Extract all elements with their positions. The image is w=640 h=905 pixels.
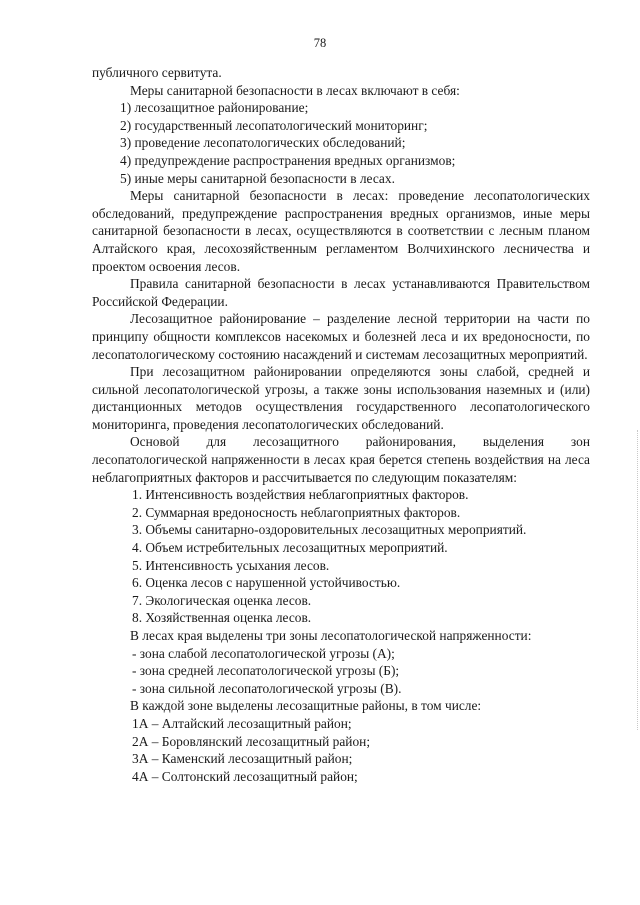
paragraph-zoning-zones: При лесозащитном районировании определяются зоны слабой, средней и сильной лесопатологической угрозы, а также зоны использования наземных и (или) дистанционных методов осуществления государственного лесопатологического мониторинга, проведения лесопатологических обследований. <box>92 364 590 432</box>
paragraph-measures-intro: Меры санитарной безопасности в лесах включают в себя: <box>130 82 460 98</box>
paragraph-measures-implementation: Меры санитарной безопасности в лесах: проведение лесопатологических обследований, предупреждение распространения вредных организмов, иные меры санитарной безопасности в лесах, осуществляются в соответствии с лесным планом Алтайского края, лесохозяйственным регламентом Волчихинского лесничества и проектом освоения лесов. <box>92 188 590 274</box>
list-item: - зона сильной лесопатологической угрозы (В). <box>132 680 402 696</box>
zones-list <box>92 645 590 698</box>
indicators-list <box>92 486 590 627</box>
list-item: 4А – Солтонский лесозащитный район; <box>132 768 358 784</box>
list-item: 4) предупреждение распространения вредных организмов; <box>120 152 456 168</box>
sanitary-measures-list <box>92 99 590 187</box>
list-item: - зона слабой лесопатологической угрозы (А); <box>132 645 395 661</box>
document-body <box>92 64 590 785</box>
list-item: 8. Хозяйственная оценка лесов. <box>132 610 312 626</box>
list-item: 1А – Алтайский лесозащитный район; <box>132 715 352 731</box>
list-item: 7. Экологическая оценка лесов. <box>132 592 312 608</box>
list-item: 4. Объем истребительных лесозащитных мероприятий. <box>132 540 448 556</box>
scan-edge-marks <box>636 430 638 730</box>
paragraph-zoning-basis: Основой для лесозащитного районирования, выделения зон лесопатологической напряженности в лесах края берется степень воздействия на леса неблагоприятных факторов и рассчитывается по следующим показателям: <box>92 434 590 485</box>
paragraph-zoning-definition: Лесозащитное районирование – разделение лесной территории на части по принципу общности комплексов насекомых и болезней леса и их вредоносности, по лесопатологическому состоянию насаждений и системам лесозащитных мероприятий. <box>92 311 590 362</box>
list-item: - зона средней лесопатологической угрозы (Б); <box>132 663 400 679</box>
paragraph-continuation: публичного сервитута. <box>92 65 222 80</box>
paragraph-districts-intro: В каждой зоне выделены лесозащитные районы, в том числе: <box>130 698 482 714</box>
list-item: 2) государственный лесопатологический мониторинг; <box>120 117 428 133</box>
list-item: 3. Объемы санитарно-оздоровительных лесозащитных мероприятий. <box>132 522 527 538</box>
list-item: 5. Интенсивность усыхания лесов. <box>132 557 330 573</box>
list-item: 2. Суммарная вредоносность неблагоприятных факторов. <box>132 504 461 520</box>
list-item: 6. Оценка лесов с нарушенной устойчивостью. <box>132 575 401 591</box>
list-item: 3) проведение лесопатологических обследований; <box>120 135 406 151</box>
paragraph-rules: Правила санитарной безопасности в лесах устанавливаются Правительством Российской Федерации. <box>92 276 590 309</box>
page-number: 78 <box>313 36 327 50</box>
list-item: 2А – Боровлянский лесозащитный район; <box>132 733 371 749</box>
list-item: 3А – Каменский лесозащитный район; <box>132 751 353 767</box>
list-item: 1. Интенсивность воздействия неблагоприятных факторов. <box>132 487 469 503</box>
districts-list <box>92 715 590 785</box>
paragraph-three-zones: В лесах края выделены три зоны лесопатологической напряженности: <box>130 628 532 643</box>
list-item: 1) лесозащитное районирование; <box>120 100 309 116</box>
list-item: 5) иные меры санитарной безопасности в лесах. <box>120 170 395 186</box>
